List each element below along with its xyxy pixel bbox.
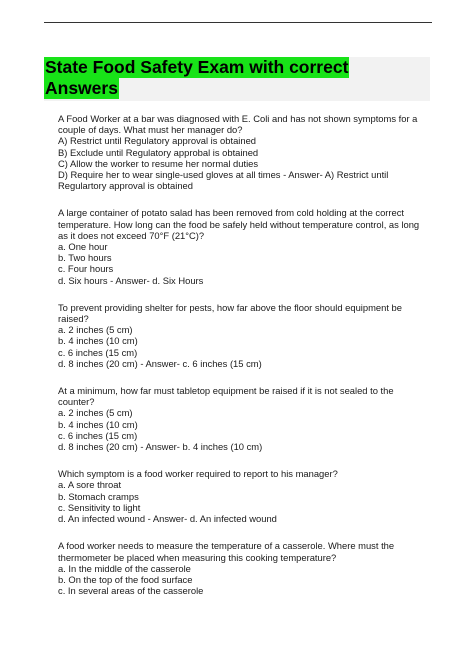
question-line: couple of days. What must her manager do? — [58, 124, 243, 136]
question-line: A large container of potato salad has been removed from cold holding at the correct — [58, 207, 405, 219]
answer-option: d. Six hours - Answer- d. Six Hours — [58, 274, 204, 286]
question-line: raised? — [58, 313, 89, 325]
answer-option: d. 8 inches (20 cm) - Answer- b. 4 inches (10 cm) — [58, 441, 263, 453]
question-line: temperature. How long can the food be safely held without temperature control, as long — [58, 218, 420, 230]
question-4 — [58, 385, 430, 452]
question-1 — [58, 113, 430, 191]
answer-option: c. In several areas of the casserole — [58, 585, 204, 597]
answer-option: d. An infected wound - Answer- d. An infected wound — [58, 513, 277, 525]
answer-option: c. Four hours — [58, 263, 114, 275]
answer-option: b. 4 inches (10 cm) — [58, 335, 138, 347]
answer-option: A) Restrict until Regulatory approval is obtained — [58, 135, 257, 147]
answer-option: b. Two hours — [58, 252, 112, 264]
title-line-1: State Food Safety Exam with correct — [45, 57, 349, 77]
question-line: A Food Worker at a bar was diagnosed with E. Coli and has not shown symptoms for a — [58, 113, 418, 124]
question-6 — [58, 540, 430, 596]
question-3 — [58, 302, 430, 369]
answer-option: B) Exclude until Regulatory approbal is obtained — [58, 146, 259, 158]
question-list — [58, 113, 430, 612]
answer-option: b. On the top of the food surface — [58, 573, 193, 585]
question-line: At a minimum, how far must tabletop equipment be raised if it is not sealed to the — [58, 385, 394, 397]
question-line: A food worker needs to measure the temperature of a casserole. Where must the — [58, 540, 395, 552]
answer-option: a. 2 inches (5 cm) — [58, 324, 133, 336]
answer-option: a. 2 inches (5 cm) — [58, 407, 133, 419]
question-line: Which symptom is a food worker required to report to his manager? — [58, 468, 338, 480]
answer-option: d. 8 inches (20 cm) - Answer- c. 6 inches (15 cm) — [58, 357, 262, 369]
question-2 — [58, 207, 430, 285]
answer-option: c. 6 inches (15 cm) — [58, 429, 138, 441]
answer-option: D) Require her to wear single-used gloves at all times - Answer- A) Restrict until — [58, 169, 389, 181]
document-title — [44, 57, 430, 101]
answer-option: Regulartory approval is obtained — [58, 180, 193, 192]
answer-option: a. A sore throat — [58, 479, 122, 491]
question-line: as it does not exceed 70°F (21°C)? — [58, 229, 205, 241]
answer-option: b. Stomach cramps — [58, 490, 139, 502]
answer-option: b. 4 inches (10 cm) — [58, 418, 138, 430]
answer-option: c. Sensitivity to light — [58, 501, 141, 513]
top-divider — [44, 22, 432, 23]
question-line: To prevent providing shelter for pests, how far above the floor should equipment be — [58, 301, 402, 313]
answer-option: a. One hour — [58, 241, 108, 253]
answer-option: C) Allow the worker to resume her normal duties — [58, 157, 259, 169]
question-line: thermometer be placed when measuring this cooking temperature? — [58, 551, 337, 563]
title-line-2: Answers — [45, 78, 118, 98]
question-line: counter? — [58, 396, 95, 408]
answer-option: c. 6 inches (15 cm) — [58, 346, 138, 358]
question-5 — [58, 468, 430, 524]
answer-option: a. In the middle of the casserole — [58, 562, 191, 574]
